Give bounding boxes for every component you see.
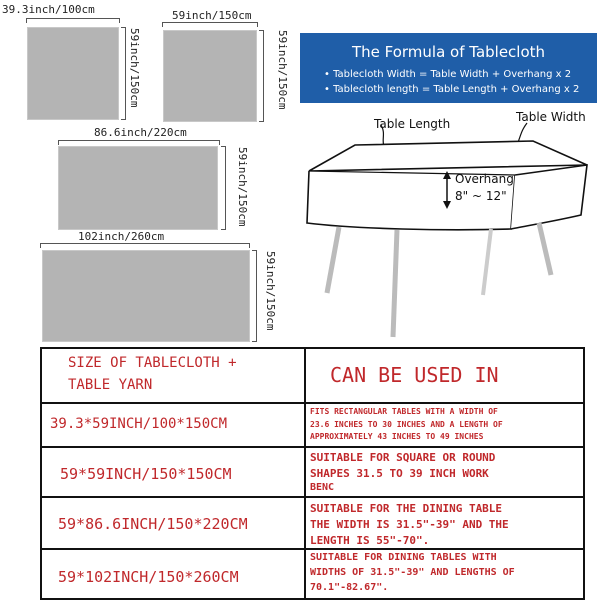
row-1-use-line3: APPROXIMATELY 43 INCHES TO 49 INCHES [310, 432, 484, 441]
swatch-1-height-bracket [121, 27, 126, 120]
row-2-size: 59*59INCH/150*150CM [60, 465, 232, 483]
swatch-4-width-bracket [40, 243, 250, 248]
size-table [40, 347, 585, 600]
swatch-4-height-label: 59inch/150cm [264, 251, 277, 331]
row-4-use-line1: SUITABLE FOR DINING TABLES WITH [310, 552, 497, 563]
row-divider-3 [42, 496, 583, 498]
table-length-label: Table Length [374, 117, 451, 131]
row-1-use-line2: 23.6 INCHES TO 30 INCHES AND A LENGTH OF [310, 420, 503, 429]
swatch-3 [58, 146, 218, 230]
table-width-label: Table Width [516, 110, 586, 124]
swatch-2-width-bracket [162, 22, 258, 27]
swatch-4 [42, 250, 250, 342]
row-divider-1 [42, 402, 583, 404]
row-3-use-line1: SUITABLE FOR THE DINING TABLE [310, 502, 503, 515]
overhang-label: Overhang [455, 172, 514, 186]
swatch-3-width-bracket [58, 140, 220, 145]
swatch-3-width-label: 86.6inch/220cm [94, 126, 187, 139]
header-use: CAN BE USED IN [330, 363, 499, 387]
row-divider-4 [42, 548, 583, 550]
swatch-2 [163, 30, 257, 122]
row-4-use-line2: WIDTHS OF 31.5"-39" AND LENGTHS OF [310, 567, 515, 578]
row-2-use-line3: BENC [310, 482, 335, 493]
formula-width-line: • Tablecloth Width = Table Width + Overhang x 2 [324, 69, 572, 80]
overhang-range-label: 8" ~ 12" [455, 189, 507, 203]
swatch-4-height-bracket [252, 250, 257, 342]
swatch-1-width-bracket [26, 18, 120, 23]
row-1-use-line1: FITS RECTANGULAR TABLES WITH A WIDTH OF [310, 407, 498, 416]
row-3-size: 59*86.6INCH/150*220CM [58, 515, 248, 533]
row-1-size: 39.3*59INCH/100*150CM [50, 416, 228, 432]
swatch-3-height-bracket [221, 146, 226, 230]
row-divider-2 [42, 446, 583, 448]
row-4-use-line3: 70.1"-82.67". [310, 582, 389, 593]
swatch-2-height-label: 59inch/150cm [276, 30, 289, 110]
formula-title: The Formula of Tablecloth [351, 43, 546, 61]
formula-box [300, 33, 597, 103]
row-3-use-line2: THE WIDTH IS 31.5"-39" AND THE [310, 518, 509, 531]
swatch-1-height-label: 59inch/150cm [128, 28, 141, 108]
swatch-1-width-label: 39.3inch/100cm [2, 3, 95, 16]
swatch-2-height-bracket [259, 30, 264, 122]
swatch-4-width-label: 102inch/260cm [78, 230, 165, 243]
row-2-use-line2: SHAPES 31.5 TO 39 INCH WORK [310, 467, 489, 480]
row-3-use-line3: LENGTH IS 55"-70". [310, 534, 430, 547]
swatch-1 [27, 27, 119, 120]
table-diagram [295, 105, 597, 343]
header-size-line1: SIZE OF TABLECLOTH + [68, 355, 237, 371]
row-2-use-line1: SUITABLE FOR SQUARE OR ROUND [310, 451, 496, 464]
header-size-line2: TABLE YARN [68, 377, 153, 393]
row-4-size: 59*102INCH/150*260CM [58, 568, 239, 586]
swatch-2-width-label: 59inch/150cm [172, 9, 252, 22]
formula-length-line: • Tablecloth length = Table Length + Overhang x 2 [324, 84, 580, 95]
swatch-3-height-label: 59inch/150cm [236, 147, 249, 227]
